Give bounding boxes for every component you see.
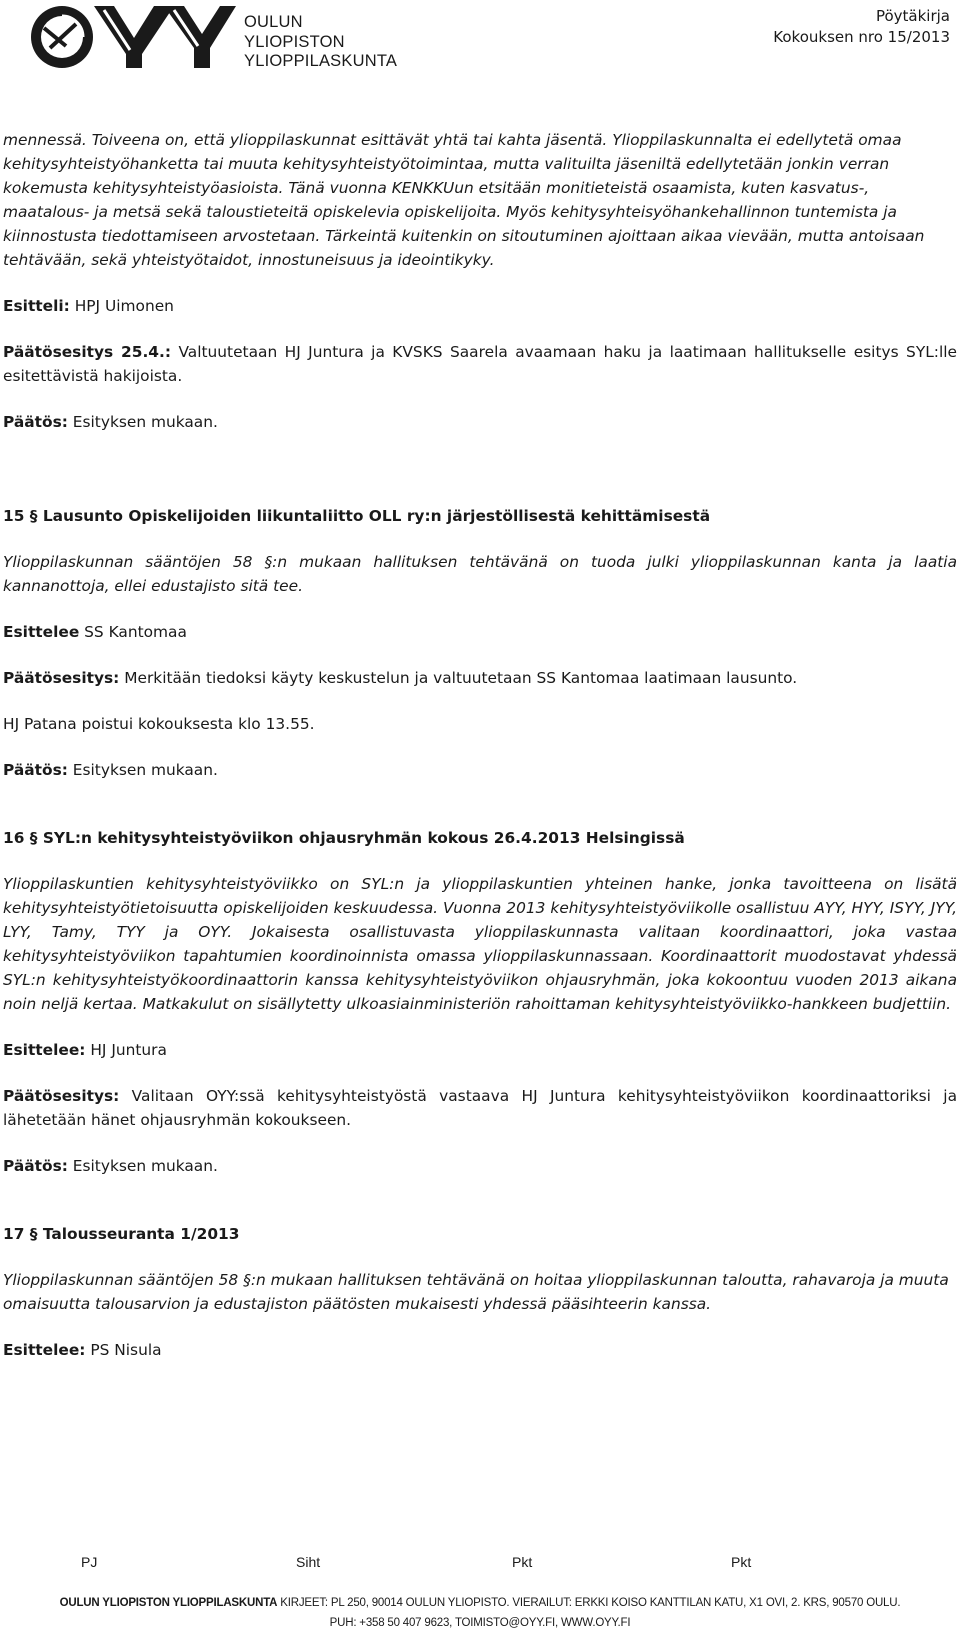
decision-label: Päätös: — [3, 761, 68, 779]
section-16-text: Ylioppilaskuntien kehitysyhteistyöviikko on SYL:n ja ylioppilaskuntien yhteinen hanke, jonka tavoitteena on lisätä kehitysyhteistyötietoisuutta opiskelijoiden keskuudessa. Vuonna 2013 kehitysyhteistyöviikolle osallistuu AYY, HYY, ISYY, JYY, LYY, Tamy, TYY ja OYY. Jokaisesta osallistuvasta ylioppilaskunnasta valitaan koordinaattori, joka vastaa kehitysyhteistyöviikon tapahtumien koordinoinnista omassa ylioppilaskunnassaan. Koordinaattorit muodostavat yhdessä SYL:n kehitysyhteistyökoordinaattorin kanssa kehitysyhteistyöviikon ohjausryhmän, joka kokoontuu vuoden 2013 aikana noin neljä kertaa. Matkakulut on sisällytetty ulkoasiainministeriön rahoittaman kehitysyhteistyöviikko-hankkeen budjettiin. — [3, 875, 957, 1013]
proposal-value: Valtuutetaan HJ Juntura ja KVSKS Saarela avaamaan haku ja laatimaan hallitukselle esitys SYL:lle esitettävistä hakijoista. — [3, 343, 957, 385]
logo-line-1: OULUN — [244, 13, 303, 31]
signature-siht: Siht — [296, 1554, 321, 1570]
logo-wordmark — [244, 13, 397, 72]
section-15-note: HJ Patana poistui kokouksesta klo 13.55. — [3, 715, 315, 733]
signature-pkt-1: Pkt — [512, 1554, 533, 1570]
logo-line-3: YLIOPPILASKUNTA — [244, 52, 398, 70]
signature-row — [0, 1554, 960, 1576]
proposal-label: Päätösesitys 25.4.: — [3, 343, 172, 361]
proposal-value: Merkitään tiedoksi käyty keskustelun ja valtuutetaan SS Kantomaa laatimaan lausunto. — [119, 669, 798, 687]
decision-label: Päätös: — [3, 1157, 68, 1175]
section-16-proposal — [3, 1084, 957, 1132]
proposal-value: Valitaan OYY:ssä kehitysyhteistyöstä vastaava HJ Juntura kehitysyhteistyöviikon koordinaattoriksi ja lähetetään hänet ohjausryhmän kokoukseen. — [3, 1087, 957, 1129]
oyy-logo-mark — [30, 4, 236, 70]
intro-proposal — [3, 340, 957, 388]
decision-value: Esityksen mukaan. — [67, 413, 218, 431]
intro-presenter — [3, 294, 957, 318]
signature-pkt-2: Pkt — [731, 1554, 752, 1570]
decision-label: Päätös: — [3, 413, 68, 431]
meeting-number: Kokouksen nro 15/2013 — [773, 28, 950, 46]
decision-value: Esityksen mukaan. — [67, 761, 218, 779]
footer-org-name: OULUN YLIOPISTON YLIOPPILASKUNTA — [59, 1597, 278, 1609]
intro-paragraph: mennessä. Toiveena on, että ylioppilaskunnat esittävät yhtä tai kahta jäsentä. Ylioppilaskunnalta ei edellytetä omaa kehitysyhteistyöhanketta tai muuta kehitysyhteistyötoimintaa, mutta valituilta jäseniltä edellytetään jonkin verran kokemusta kehitysyhteistyöasioista. Tänä vuonna KENKKUun etsitään monitieteistä osaamista, kuten kasvatus-, maatalous- ja metsä sekä taloustieteitä opiskelevia opiskelijoita. Myös kehitysyhteisyöhankehallinnon tuntemista ja kiinnostusta tiedottamiseen arvostetaan. Tärkeintä kuitenkin on sitoutuminen ajoittaan aikaa vievään, mutta antoisaan tehtävään, sekä yhteistyötaidot, innostuneisuus ja ideointikyky. — [3, 131, 925, 269]
presenter-label: Esitteli: — [3, 297, 70, 315]
proposal-label: Päätösesitys: — [3, 1087, 120, 1105]
presenter-label: Esittelee: — [3, 1341, 86, 1359]
page-footer — [0, 1593, 960, 1633]
presenter-label: Esittelee: — [3, 1041, 86, 1059]
document-meta — [773, 6, 950, 48]
presenter-label: Esittelee — [3, 623, 80, 641]
presenter-value: PS Nisula — [85, 1341, 162, 1359]
oyy-logo — [30, 4, 398, 74]
signature-pj: PJ — [81, 1554, 98, 1570]
page-header — [0, 0, 960, 90]
proposal-label: Päätösesitys: — [3, 669, 120, 687]
section-17-text: Ylioppilaskunnan sääntöjen 58 §:n mukaan hallituksen tehtävänä on hoitaa ylioppilaskunnan taloutta, rahavaroja ja muuta omaisuutta talousarvion ja edustajiston päätösten mukaisesti yhdessä pääsihteerin kanssa. — [3, 1271, 949, 1313]
document-type: Pöytäkirja — [875, 7, 950, 25]
section-15-proposal — [3, 666, 957, 690]
section-15-decision — [3, 758, 957, 782]
section-15-presenter — [3, 620, 957, 644]
footer-address-line-1 — [0, 1593, 960, 1613]
section-16-heading: 16 § SYL:n kehitysyhteistyöviikon ohjausryhmän kokous 26.4.2013 Helsingissä — [3, 829, 685, 847]
footer-address-line-2: PUH: +358 50 407 9623, TOIMISTO@OYY.FI, WWW.OYY.FI — [329, 1617, 631, 1629]
section-17-heading: 17 § Talousseuranta 1/2013 — [3, 1225, 240, 1243]
section-16-decision — [3, 1154, 957, 1178]
presenter-value: HJ Juntura — [85, 1041, 167, 1059]
section-15-heading: 15 § Lausunto Opiskelijoiden liikuntaliitto OLL ry:n järjestöllisestä kehittämisestä — [3, 507, 711, 525]
presenter-value: HPJ Uimonen — [69, 297, 174, 315]
footer-address: KIRJEET: PL 250, 90014 OULUN YLIOPISTO. VIERAILUT: ERKKI KOISO KANTTILAN KATU, X1 OVI, 2. KRS, 90570 OULU. — [277, 1597, 901, 1609]
document-body — [3, 128, 957, 1362]
section-16-presenter — [3, 1038, 957, 1062]
logo-line-2: YLIOPISTON — [244, 32, 345, 51]
section-15-text: Ylioppilaskunnan sääntöjen 58 §:n mukaan hallituksen tehtävänä on tuoda julki ylioppilaskunnan kanta ja laatia kannanottoja, ellei edustajisto sitä tee. — [3, 553, 957, 595]
presenter-value: SS Kantomaa — [79, 623, 187, 641]
section-17-presenter — [3, 1338, 957, 1362]
intro-decision — [3, 410, 957, 434]
decision-value: Esityksen mukaan. — [67, 1157, 218, 1175]
